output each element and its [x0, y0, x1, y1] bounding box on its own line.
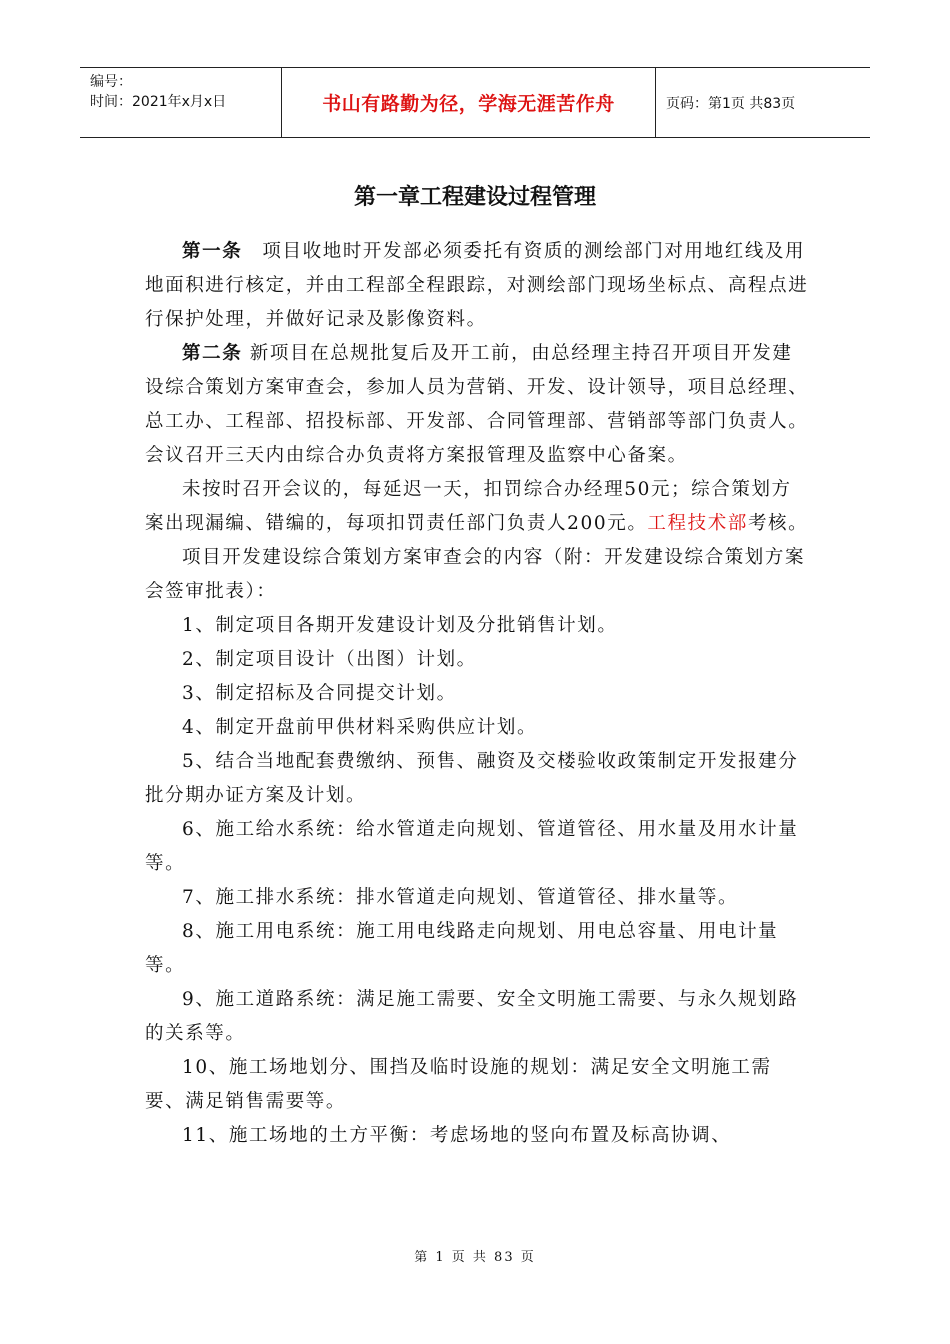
- list-item: 11、施工场地的土方平衡：考虑场地的竖向布置及标高协调、: [182, 1125, 732, 1146]
- list-item: 5、结合当地配套费缴纳、预售、融资及交楼验收政策制定开发报建分批分期办证方案及计划。: [145, 751, 799, 806]
- article-1-text: 项目收地时开发部必须委托有资质的测绘部门对用地红线及用地面积进行核定，并由工程部全程跟踪，对测绘部门现场坐标点、高程点进行保护处理，并做好记录及影像资料。: [145, 241, 809, 330]
- document-body: [145, 235, 810, 1153]
- list-item: 6、施工给水系统：给水管道走向规划、管道管径、用水量及用水计量等。: [145, 819, 799, 874]
- number-label: 编号：: [90, 74, 132, 90]
- list-item: 2、制定项目设计（出图）计划。: [182, 649, 477, 670]
- list-item: 1、制定项目各期开发建设计划及分批销售计划。: [182, 615, 618, 636]
- article-2-label: 第二条: [182, 343, 243, 364]
- article-2: [145, 337, 810, 473]
- chapter-title: 第一章工程建设过程管理: [353, 185, 596, 210]
- responsible-dept: 工程技术部: [647, 513, 748, 534]
- page-header: [80, 67, 870, 138]
- header-page-info-cell: [656, 68, 870, 137]
- date-label: 时间：2021年x月x日: [90, 94, 227, 110]
- list-item: 4、制定开盘前甲供材料采购供应计划。: [182, 717, 538, 738]
- penalty-text: 未按时召开会议的，每延迟一天，扣罚综合办经理50元；综合策划方案出现漏编、错编的，每项扣罚责任部门负责人200元。: [145, 479, 792, 534]
- penalty-paragraph: [145, 473, 810, 541]
- header-motto-cell: [282, 68, 656, 137]
- article-1-label: 第一条: [182, 241, 243, 262]
- list-item: 9、施工道路系统：满足施工需要、安全文明施工需要、与永久规划路的关系等。: [145, 989, 799, 1044]
- motto: 书山有路勤为径，学海无涯苦作舟: [322, 93, 615, 115]
- article-2-text: 新项目在总规批复后及开工前，由总经理主持召开项目开发建设综合策划方案审查会，参加人员为营销、开发、设计领导，项目总经理、总工办、工程部、招投标部、开发部、合同管理部、营销部等部门负责人。会议召开三天内由综合办负责将方案报管理及监察中心备案。: [145, 343, 809, 466]
- list-item: 7、施工排水系统：排水管道走向规划、管道管径、排水量等。: [182, 887, 739, 908]
- content-intro: 项目开发建设综合策划方案审查会的内容（附：开发建设综合策划方案会签审批表）：: [145, 547, 806, 602]
- penalty-tail: 考核。: [747, 513, 809, 534]
- page-footer: 第 1 页 共 83 页: [414, 1250, 536, 1265]
- list-item: 10、施工场地划分、围挡及临时设施的规划：满足安全文明施工需要、满足销售需要等。: [145, 1057, 772, 1112]
- page-info: 页码：第1页 共83页: [666, 95, 796, 112]
- list-item: 3、制定招标及合同提交计划。: [182, 683, 457, 704]
- list-item: 8、施工用电系统：施工用电线路走向规划、用电总容量、用电计量等。: [145, 921, 779, 976]
- article-1: [145, 235, 810, 337]
- header-meta: [80, 68, 282, 137]
